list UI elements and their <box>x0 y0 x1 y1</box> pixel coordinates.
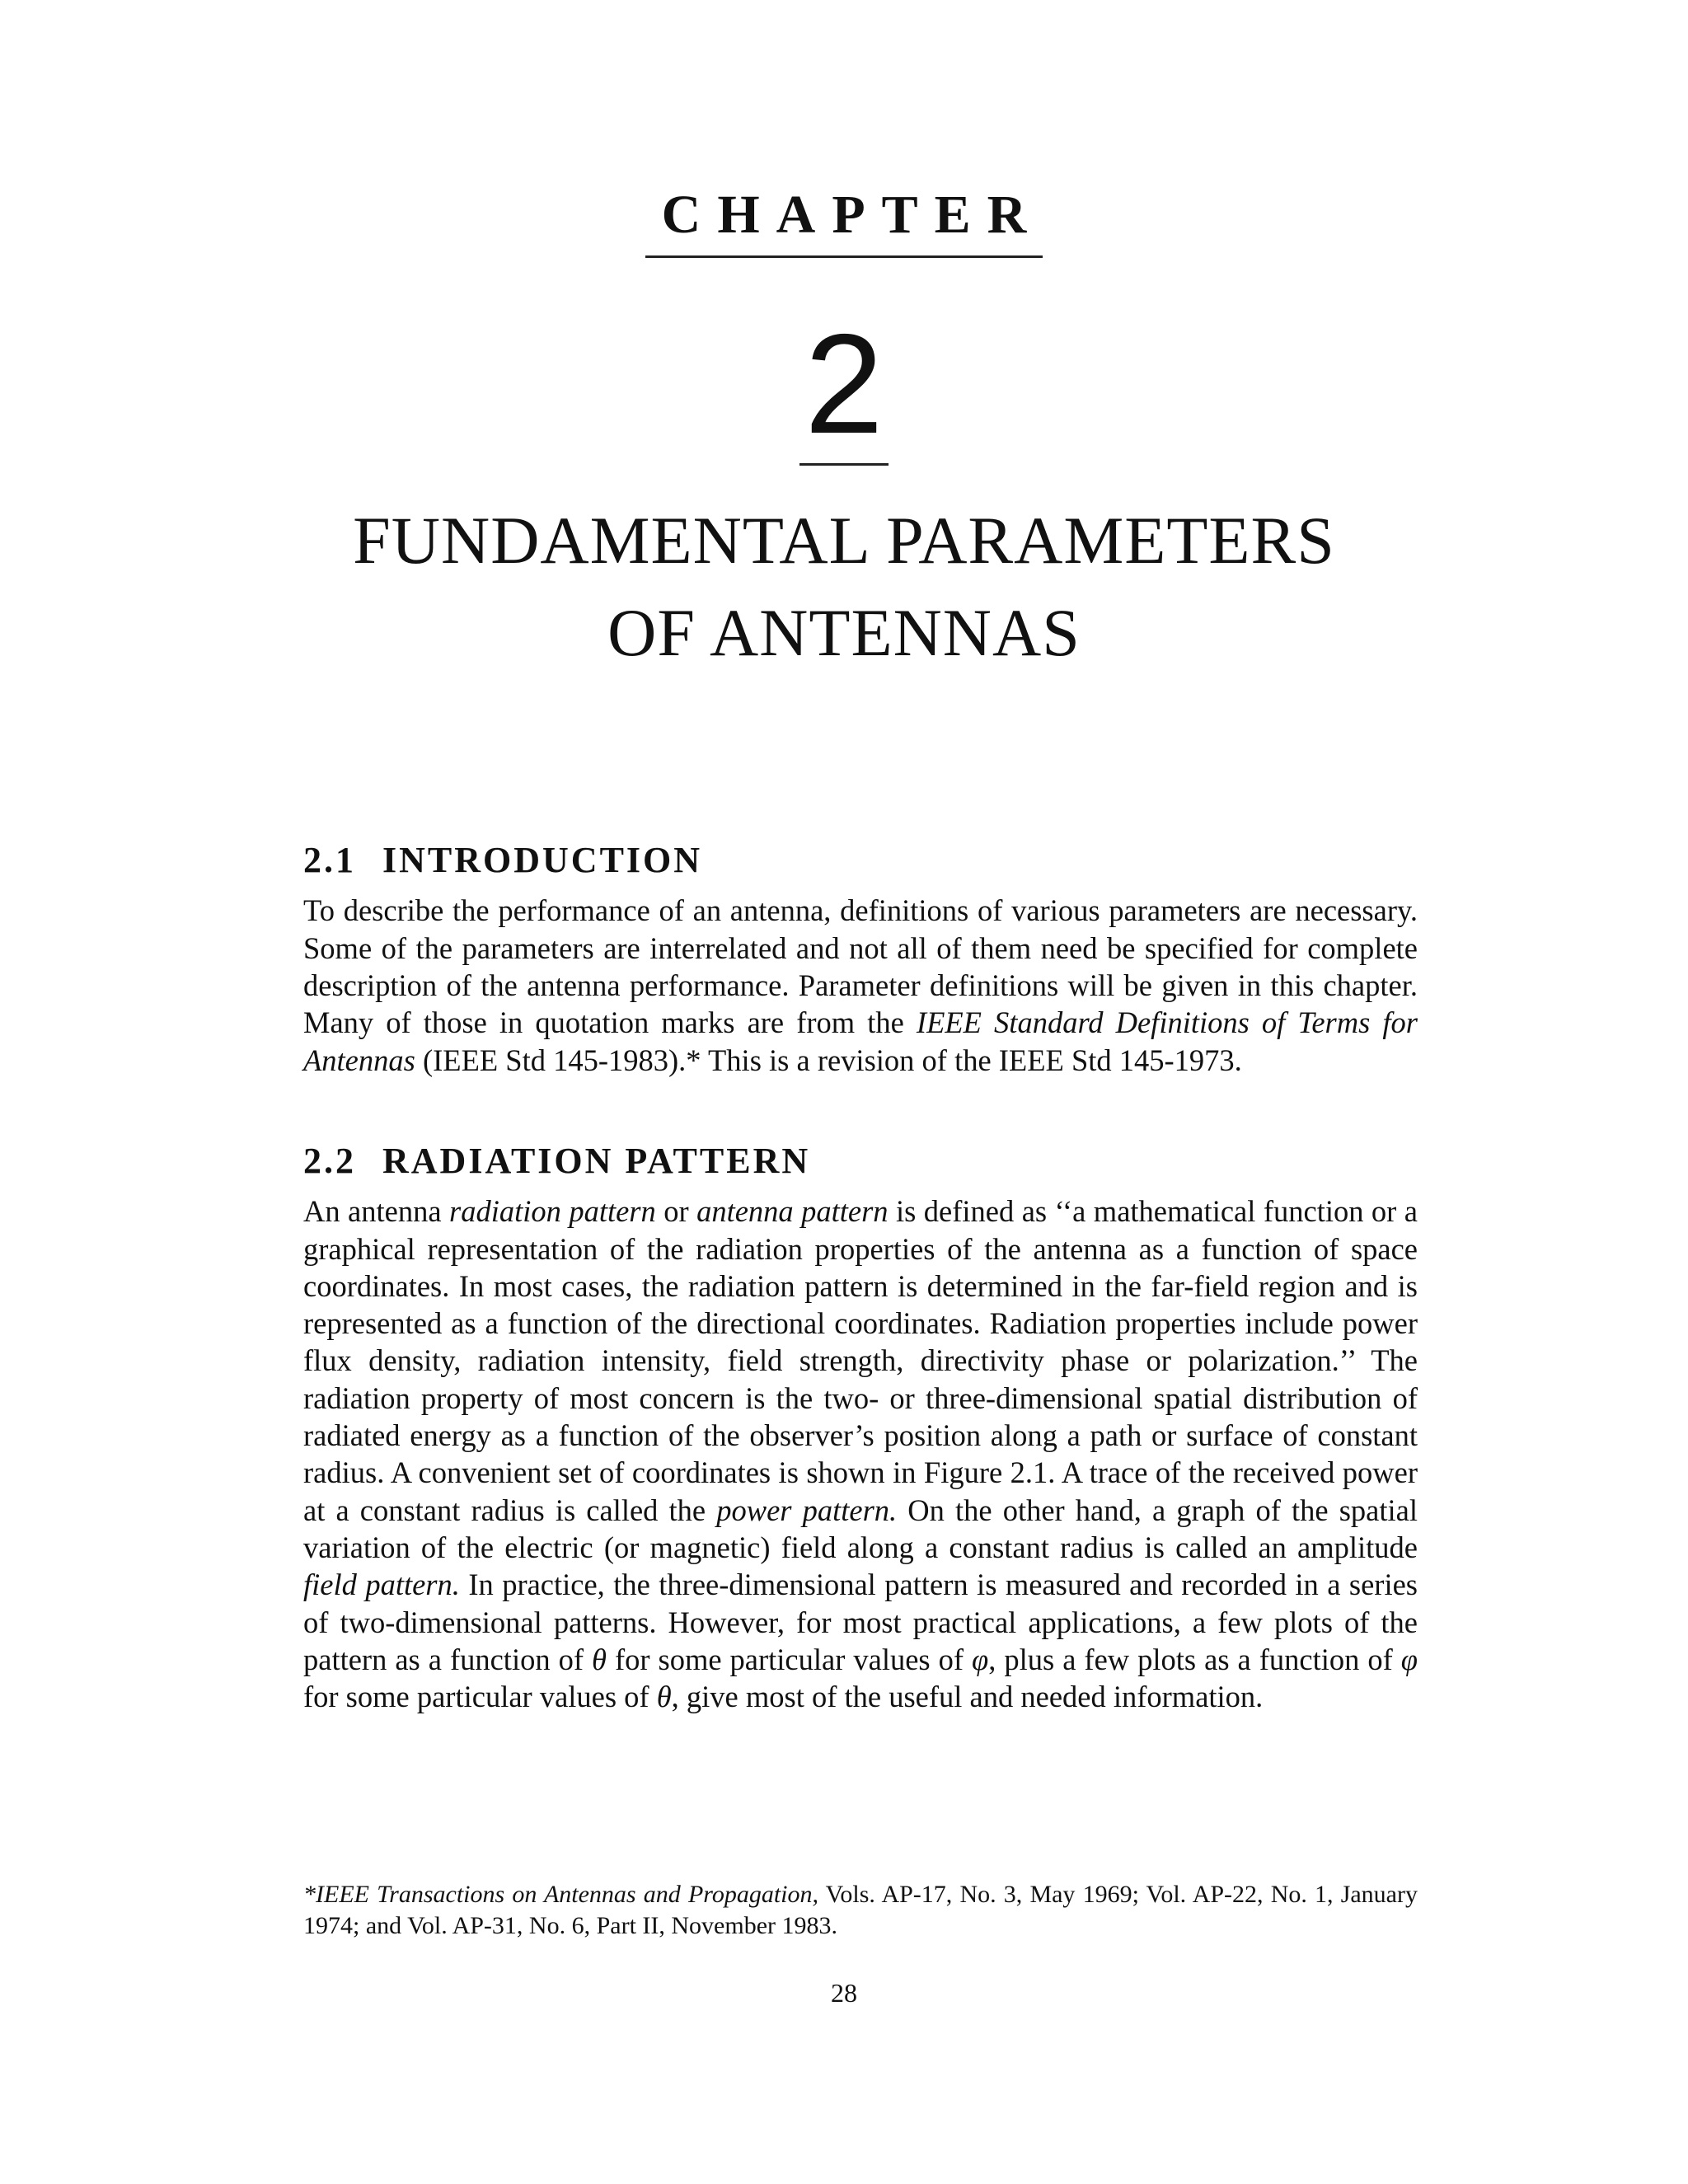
footnote: *IEEE Transactions on Antennas and Propagation, Vols. AP-17, No. 3, May 1969; Vol. AP-22, No. 1, January 1974; and Vol. AP-31, No. 6, Part II, November 1983. <box>303 1881 1418 1939</box>
chapter-title-line-1: FUNDAMENTAL PARAMETERS <box>353 503 1335 578</box>
section-number: 2.1 <box>303 840 356 880</box>
chapter-body <box>303 841 1418 1715</box>
page-number: 28 <box>831 1978 857 2008</box>
introduction-paragraph: To describe the performance of an antenna, definitions of various parameters are necessary. Some of the parameters are interrelated and not all of them need be specified for complete description of the antenna performance. Parameter definitions will be given in this chapter. Many of those in quotation marks are from the IEEE Standard Definitions of Terms for Antennas (IEEE Std 145-1983).* This is a revision of the IEEE Std 145-1973. <box>303 893 1418 1077</box>
chapter-number: 2 <box>0 313 1688 466</box>
section-heading-radiation-pattern <box>303 1141 1418 1181</box>
chapter-title-line-2: OF ANTENNAS <box>607 595 1081 670</box>
section-heading-introduction <box>303 841 1418 880</box>
chapter-label: CHAPTER <box>0 188 1688 258</box>
chapter-title <box>0 494 1688 679</box>
section-title: RADIATION PATTERN <box>382 1140 811 1181</box>
section-spacer <box>303 1079 1418 1141</box>
section-title: INTRODUCTION <box>382 840 703 880</box>
radiation-pattern-paragraph: An antenna radiation pattern or antenna pattern is defined as ‘‘a mathematical function or a graphical representation of the radiation properties of the antenna as a function of space coordinates. In most cases, the radiation pattern is determined in the far-field region and is represented as a function of the directional coordinates. Radiation properties include power flux density, radiation intensity, field strength, directivity phase or polarization.’’ The radiation property of most concern is the two- or three-dimensional spatial distribution of radiated energy as a function of the observer’s position along a path or surface of constant radius. A convenient set of coordinates is shown in Figure 2.1. A trace of the received power at a constant radius is called the power pattern. On the other hand, a graph of the spatial variation of the electric (or magnetic) field along a constant radius is called an amplitude field pattern. In practice, the three-dimensional pattern is measured and recorded in a series of two-dimensional patterns. However, for most practical applications, a few plots of the pattern as a function of θ for some particular values of φ, plus a few plots as a function of φ for some particular values of θ, give most of the useful and needed information. <box>303 1194 1418 1714</box>
section-number: 2.2 <box>303 1140 356 1181</box>
